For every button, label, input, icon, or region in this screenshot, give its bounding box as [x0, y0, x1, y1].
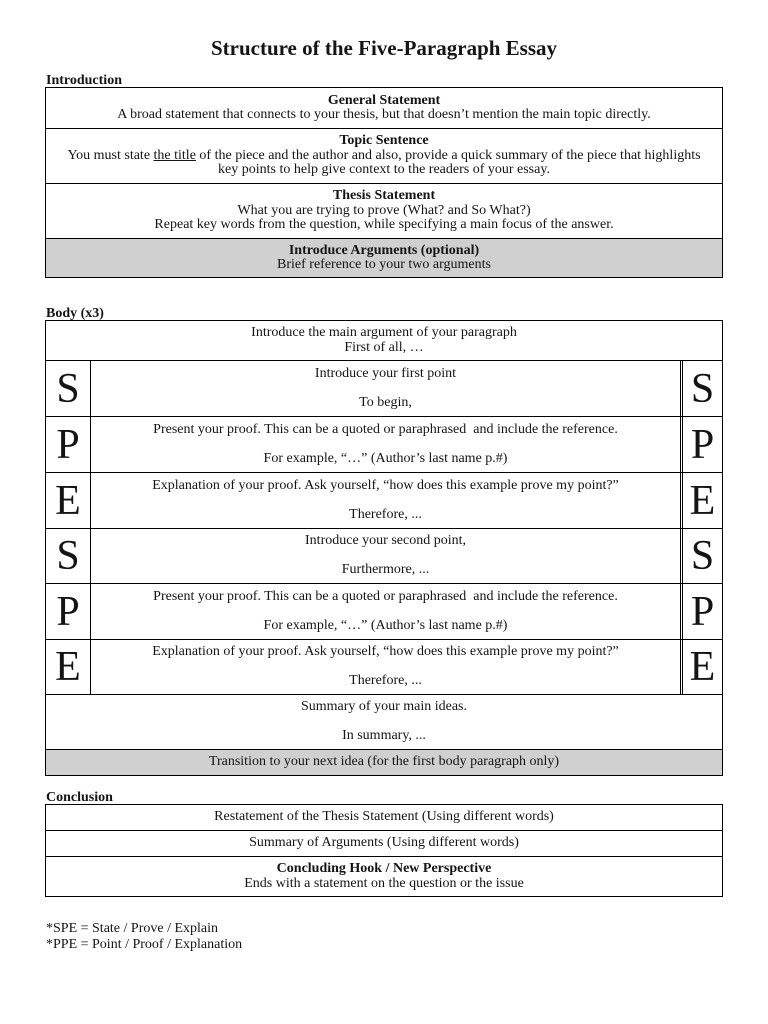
spe-row-explain-first — [46, 472, 722, 528]
spe-sentence-starter: Therefore, ... — [349, 673, 422, 689]
topic-sentence-text-line-1 — [67, 149, 700, 164]
spe-prompt: Introduce your second point, — [305, 533, 466, 549]
spe-letter-right: P — [680, 417, 722, 472]
thesis-statement-row — [46, 183, 722, 238]
body-summary-row — [46, 694, 722, 749]
thesis-statement-heading: Thesis Statement — [332, 188, 436, 204]
spe-letter-left: P — [46, 417, 91, 472]
spe-letter-left: E — [46, 640, 91, 694]
spe-content — [91, 529, 680, 583]
body-summary-prompt: Summary of your main ideas. — [300, 699, 468, 715]
spe-content — [91, 473, 680, 528]
spe-sentence-starter: For example, “…” (Author’s last name p.#) — [263, 450, 508, 466]
spe-prompt: Introduce your first point — [314, 365, 457, 381]
topic-sentence-underlined-phrase: the title — [153, 147, 196, 163]
spe-sentence-starter: To begin, — [359, 394, 412, 410]
thesis-statement-text-line-2: Repeat key words from the question, while specifying a main focus of the answer. — [154, 217, 614, 233]
topic-sentence-text-line-2: key points to help give context to the readers of your essay. — [218, 162, 550, 178]
spe-prompt: Explanation of your proof. Ask yourself, “how does this example prove my point?” — [152, 644, 619, 660]
spe-content — [91, 417, 680, 472]
general-statement-heading: General Statement — [327, 92, 441, 108]
spe-letter-right: S — [680, 361, 722, 416]
spe-content — [91, 361, 680, 416]
topic-sentence-heading: Topic Sentence — [339, 133, 429, 149]
spe-row-state-first — [46, 360, 722, 416]
spe-row-explain-second — [46, 639, 722, 694]
general-statement-row — [46, 88, 722, 128]
spe-content — [91, 640, 680, 694]
restatement-row — [46, 805, 722, 830]
introduce-arguments-row — [46, 238, 722, 277]
footnote-ppe: *PPE = Point / Proof / Explanation — [46, 937, 243, 952]
spe-letter-left: P — [46, 584, 91, 639]
conclusion-table — [45, 804, 723, 897]
transition-row — [46, 749, 722, 775]
spe-letter-left: E — [46, 473, 91, 528]
arguments-summary-row — [46, 830, 722, 856]
general-statement-text: A broad statement that connects to your thesis, but that doesn’t mention the main topic directly. — [117, 107, 651, 122]
spe-letter-right: S — [680, 529, 722, 583]
body-opening-starter: First of all, … — [344, 339, 424, 355]
topic-sentence-row — [46, 128, 722, 183]
spe-row-state-second — [46, 528, 722, 583]
section-label-introduction: Introduction — [46, 73, 122, 88]
spe-content — [91, 584, 680, 639]
concluding-hook-text: Ends with a statement on the question or the issue — [244, 875, 524, 891]
thesis-statement-text-line-1: What you are trying to prove (What? and So What?) — [237, 202, 531, 218]
concluding-hook-row — [46, 856, 722, 896]
spe-letter-right: P — [680, 584, 722, 639]
spe-row-prove-first — [46, 416, 722, 472]
footnotes — [46, 921, 242, 953]
spe-sentence-starter: Furthermore, ... — [341, 562, 430, 578]
footnote-spe: *SPE = State / Prove / Explain — [46, 921, 218, 936]
transition-text: Transition to your next idea (for the first body paragraph only) — [208, 754, 560, 770]
section-label-body: Body (x3) — [46, 306, 104, 321]
topic-sentence-text-lead: You must state — [67, 147, 154, 163]
body-opening-row — [46, 321, 722, 360]
spe-letter-right: E — [680, 640, 722, 694]
spe-row-prove-second — [46, 583, 722, 639]
section-label-conclusion: Conclusion — [46, 790, 113, 805]
spe-sentence-starter: For example, “…” (Author’s last name p.#) — [263, 617, 508, 633]
introduce-arguments-heading: Introduce Arguments (optional) — [288, 242, 480, 258]
introduction-table — [45, 87, 723, 278]
topic-sentence-text-rest: of the piece and the author and also, provide a quick summary of the piece that highlights — [195, 147, 701, 163]
introduce-arguments-text: Brief reference to your two arguments — [277, 257, 491, 272]
restatement-text: Restatement of the Thesis Statement (Using different words) — [214, 809, 554, 825]
spe-letter-right: E — [680, 473, 722, 528]
document-title: Structure of the Five-Paragraph Essay — [210, 36, 558, 60]
body-table — [45, 320, 723, 776]
body-summary-starter: In summary, ... — [342, 728, 426, 744]
spe-prompt: Present your proof. This can be a quoted or paraphrased and include the reference. — [153, 588, 618, 604]
spe-sentence-starter: Therefore, ... — [349, 506, 422, 522]
spe-letter-left: S — [46, 529, 91, 583]
spe-prompt: Present your proof. This can be a quoted or paraphrased and include the reference. — [153, 421, 618, 437]
spe-letter-left: S — [46, 361, 91, 416]
arguments-summary-text: Summary of Arguments (Using different words) — [249, 835, 519, 851]
spe-prompt: Explanation of your proof. Ask yourself, “how does this example prove my point?” — [152, 477, 619, 493]
body-opening-prompt: Introduce the main argument of your paragraph — [251, 325, 517, 340]
concluding-hook-heading: Concluding Hook / New Perspective — [276, 861, 492, 876]
